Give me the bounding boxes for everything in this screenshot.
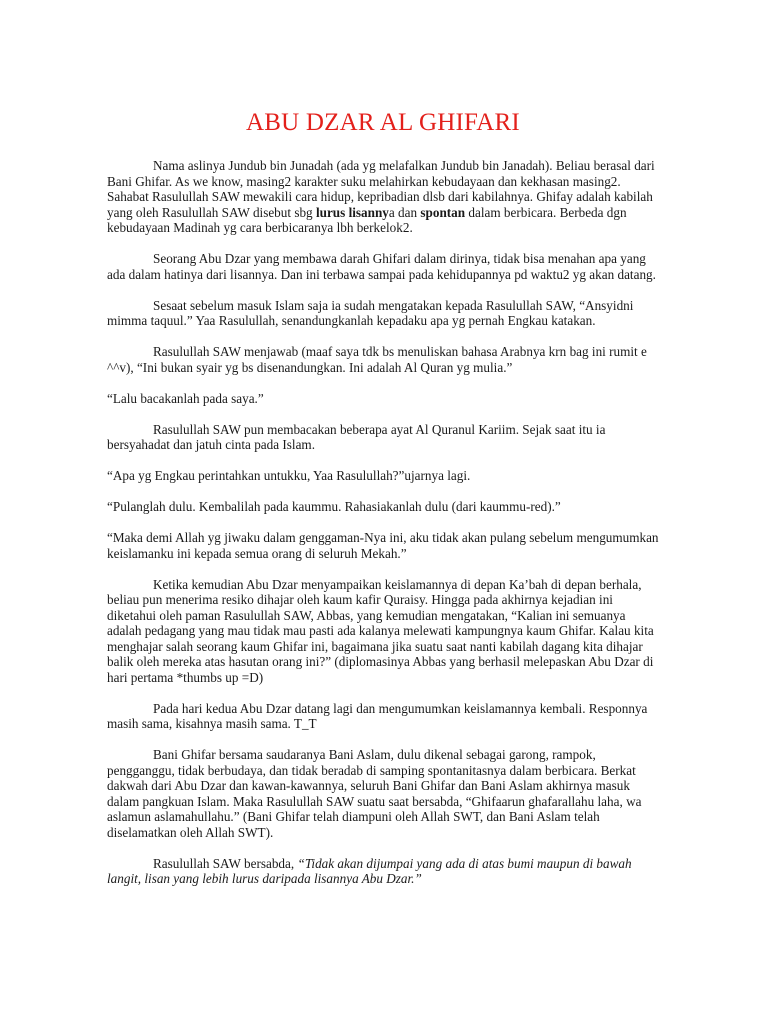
paragraph-1-bold-b: spontan: [420, 204, 466, 220]
paragraph-12: Bani Ghifar bersama saudaranya Bani Aslam, dulu dikenal sebagai garong, rampok, pengganggu, tidak berbudaya, dan tidak beradab di samping spontanitasnya dalam berbicara. Berkat dakwah dari Abu Dzar dan kawan-kawannya, seluruh Bani Ghifar dan Bani Aslam akhirnya masuk dalam pangkuan Islam. Maka Rasulullah SAW suatu saat bersabda, “Ghifaarun ghafarallahu laha, wa aslamun aslamahullahu.” (Bani Ghifar telah diampuni oleh Allah SWT, dan Bani Aslam telah diselamatkan oleh Allah SWT).: [107, 747, 642, 840]
paragraph-1-text-c: dalam berbicara. Berbeda dgn kebudayaan Madinah yg cara berbicaranya lbh berkelok2.: [107, 204, 627, 235]
document-page: [107, 108, 659, 902]
paragraph-3: Sesaat sebelum masuk Islam saja ia sudah mengatakan kepada Rasulullah SAW, “Ansyidni mimma taquul.” Yaa Rasulullah, senandungkanlah kepadaku apa yg pernah Engkau katakan.: [107, 297, 634, 328]
paragraph-8: “Pulanglah dulu. Kembalilah pada kaummu. Rahasiakanlah dulu (dari kaummu-red).”: [107, 499, 561, 514]
paragraph-13-quote: “Tidak akan dijumpai yang ada di atas bumi maupun di bawah langit, lisan yang lebih lurus daripada lisannya Abu Dzar.”: [107, 855, 632, 886]
paragraph-1-text-b: a dan: [388, 204, 421, 220]
paragraph-13-lead: Rasulullah SAW bersabda,: [153, 855, 298, 871]
paragraph-10: Ketika kemudian Abu Dzar menyampaikan keislamannya di depan Ka’bah di depan berhala, beliau pun menerima resiko dihajar oleh kaum kafir Quraisy. Hingga pada akhirnya kejadian ini diketahui oleh paman Rasulullah SAW, Abbas, yang kemudian mengatakan, “Kalian ini semuanya adalah pedagang yang mau tidak mau pasti ada kalanya melewati kampungnya kaum Ghifar. Kalau kita menghajar salah seorang kaum Ghifar ini, bagaimana jika suatu saat nanti kabilah dagang kita dihajar balik oleh mereka atas hasutan orang ini?” (diplomasinya Abbas yang berhasil melepaskan Abu Dzar di hari pertama *thumbs up =D): [107, 576, 654, 685]
paragraph-13: [107, 856, 659, 887]
paragraph-11: Pada hari kedua Abu Dzar datang lagi dan mengumumkan keislamannya kembali. Responnya masih sama, kisahnya masih sama. T_T: [107, 700, 648, 731]
paragraph-4: Rasulullah SAW menjawab (maaf saya tdk bs menuliskan bahasa Arabnya krn bag ini rumit e ^^v), “Ini bukan syair yg bs disenandungkan. Ini adalah Al Quran yg mulia.”: [107, 344, 647, 375]
paragraph-2: Seorang Abu Dzar yang membawa darah Ghifari dalam dirinya, tidak bisa menahan apa yang ada dalam hatinya dari lisannya. Dan ini terbawa sampai pada kehidupannya pd waktu2 yg akan datang.: [107, 251, 656, 282]
paragraph-1: [107, 158, 659, 236]
paragraph-7: “Apa yg Engkau perintahkan untukku, Yaa Rasulullah?”ujarnya lagi.: [107, 468, 471, 483]
paragraph-5: “Lalu bacakanlah pada saya.”: [107, 390, 264, 406]
paragraph-6: Rasulullah SAW pun membacakan beberapa ayat Al Quranul Kariim. Sejak saat itu ia bersyahadat dan jatuh cinta pada Islam.: [107, 421, 606, 452]
paragraph-1-text-a: Nama aslinya Jundub bin Junadah (ada yg melafalkan Jundub bin Janadah). Beliau berasal dari Bani Ghifar. As we know, masing2 karakter suku melahirkan kebudayaan dan kekhasan masing2. Sahabat Rasulullah SAW mewakili cara hidup, kepribadian dlsb dari kabilahnya. Ghifay adalah kabilah yang oleh Rasulullah SAW disebut sbg: [107, 158, 655, 220]
document-title: ABU DZAR AL GHIFARI: [246, 109, 520, 136]
paragraph-1-bold-a: lurus lisanny: [315, 204, 389, 220]
paragraph-9: “Maka demi Allah yg jiwaku dalam genggaman-Nya ini, aku tidak akan pulang sebelum mengumumkan keislamanku ini kepada semua orang di seluruh Mekah.”: [107, 530, 659, 561]
